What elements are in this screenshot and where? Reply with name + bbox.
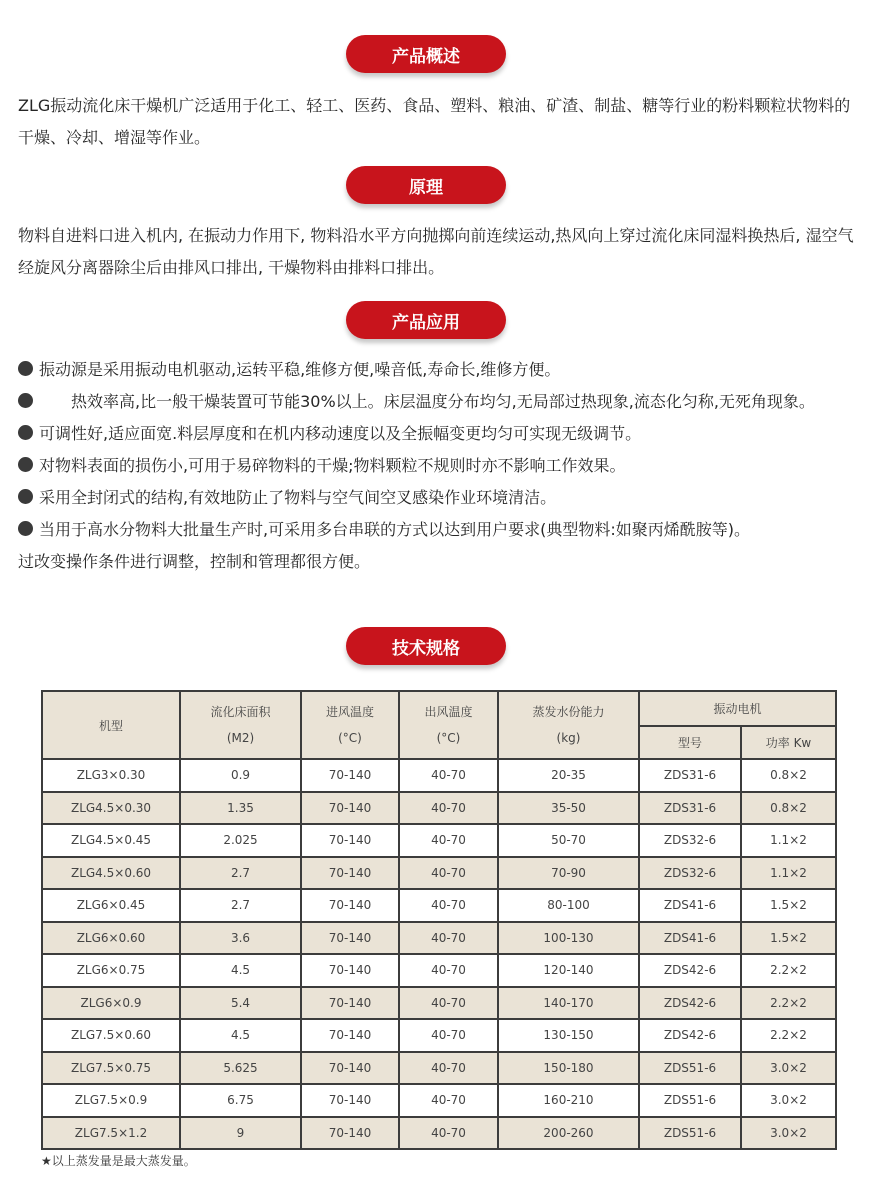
- table-cell: 40-70: [399, 824, 498, 857]
- table-cell: 2.7: [180, 857, 301, 890]
- table-cell: 3.6: [180, 922, 301, 955]
- table-cell: 3.0×2: [741, 1084, 836, 1117]
- table-cell: 70-140: [301, 1117, 399, 1150]
- section-title-application: 产品应用: [346, 301, 506, 339]
- table-cell: ZLG7.5×0.9: [42, 1084, 180, 1117]
- table-cell: 40-70: [399, 1084, 498, 1117]
- table-cell: ZLG4.5×0.45: [42, 824, 180, 857]
- table-row: [42, 922, 836, 955]
- table-cell: ZDS32-6: [639, 857, 741, 890]
- spec-table: [41, 690, 837, 1150]
- table-cell: ZLG4.5×0.30: [42, 792, 180, 825]
- table-cell: 40-70: [399, 954, 498, 987]
- list-item: 可调性好,适应面宽.料层厚度和在机内移动速度以及全振幅变更均匀可实现无级调节。: [18, 418, 864, 450]
- table-cell: 80-100: [498, 889, 639, 922]
- header-motor-power: 功率 Kw: [741, 726, 836, 759]
- table-cell: 2.025: [180, 824, 301, 857]
- table-cell: ZLG7.5×0.60: [42, 1019, 180, 1052]
- table-cell: 6.75: [180, 1084, 301, 1117]
- bullet-icon: [18, 489, 33, 504]
- table-cell: 2.7: [180, 889, 301, 922]
- table-cell: 4.5: [180, 954, 301, 987]
- table-cell: 2.2×2: [741, 1019, 836, 1052]
- table-cell: 40-70: [399, 987, 498, 1020]
- table-cell: ZDS51-6: [639, 1084, 741, 1117]
- header-outlet-temp: 出风温度 (°C): [399, 691, 498, 759]
- table-cell: 3.0×2: [741, 1052, 836, 1085]
- table-cell: ZLG6×0.45: [42, 889, 180, 922]
- table-cell: 40-70: [399, 759, 498, 792]
- table-cell: 2.2×2: [741, 954, 836, 987]
- table-row: [42, 987, 836, 1020]
- table-cell: 40-70: [399, 1052, 498, 1085]
- table-cell: 0.8×2: [741, 759, 836, 792]
- table-cell: ZLG7.5×1.2: [42, 1117, 180, 1150]
- table-cell: ZLG7.5×0.75: [42, 1052, 180, 1085]
- header-inlet-temp: 进风温度 (°C): [301, 691, 399, 759]
- table-cell: 40-70: [399, 922, 498, 955]
- table-row: [42, 954, 836, 987]
- table-cell: ZLG6×0.9: [42, 987, 180, 1020]
- application-trailing-text: 过改变操作条件进行调整，控制和管理都很方便。: [18, 552, 371, 571]
- table-cell: 70-140: [301, 922, 399, 955]
- bullet-icon: [18, 361, 33, 376]
- list-item: 采用全封闭式的结构,有效地防止了物料与空气间空叉感染作业环境清洁。: [18, 482, 864, 514]
- application-list: [18, 354, 864, 578]
- table-cell: 40-70: [399, 792, 498, 825]
- bullet-icon: [18, 425, 33, 440]
- table-cell: ZDS42-6: [639, 954, 741, 987]
- table-cell: ZLG4.5×0.60: [42, 857, 180, 890]
- table-cell: 70-140: [301, 759, 399, 792]
- table-cell: 3.0×2: [741, 1117, 836, 1150]
- table-cell: ZDS31-6: [639, 792, 741, 825]
- table-cell: 140-170: [498, 987, 639, 1020]
- table-row: [42, 759, 836, 792]
- table-cell: ZDS51-6: [639, 1052, 741, 1085]
- header-model: 机型: [42, 691, 180, 759]
- table-row: [42, 1084, 836, 1117]
- table-cell: 70-140: [301, 1052, 399, 1085]
- header-motor-model: 型号: [639, 726, 741, 759]
- table-cell: 2.2×2: [741, 987, 836, 1020]
- table-cell: 35-50: [498, 792, 639, 825]
- table-cell: 1.35: [180, 792, 301, 825]
- list-item: 热效率高,比一般干燥装置可节能30%以上。床层温度分布均匀,无局部过热现象,流态化匀称,无死角现象。: [18, 386, 864, 418]
- table-cell: ZDS41-6: [639, 889, 741, 922]
- table-row: [42, 889, 836, 922]
- section-title-specs: 技术规格: [346, 627, 506, 665]
- table-cell: 130-150: [498, 1019, 639, 1052]
- table-cell: ZLG6×0.60: [42, 922, 180, 955]
- table-row: [42, 792, 836, 825]
- table-row: [42, 1052, 836, 1085]
- table-cell: 70-140: [301, 1019, 399, 1052]
- table-cell: 1.5×2: [741, 889, 836, 922]
- section-title-principle: 原理: [346, 166, 506, 204]
- table-cell: ZDS31-6: [639, 759, 741, 792]
- table-row: [42, 1117, 836, 1150]
- table-cell: 70-90: [498, 857, 639, 890]
- table-cell: 70-140: [301, 889, 399, 922]
- principle-text: 物料自进料口进入机内, 在振动力作用下, 物料沿水平方向抛掷向前连续运动,热风向上穿过流化床同湿料换热后, 湿空气经旋风分离器除尘后由排风口排出, 干燥物料由排料口排出。: [18, 226, 854, 277]
- table-cell: 50-70: [498, 824, 639, 857]
- table-cell: 1.5×2: [741, 922, 836, 955]
- table-cell: 150-180: [498, 1052, 639, 1085]
- table-cell: 40-70: [399, 857, 498, 890]
- spec-table-body: [42, 759, 836, 1149]
- table-cell: 120-140: [498, 954, 639, 987]
- table-cell: 5.625: [180, 1052, 301, 1085]
- table-cell: 1.1×2: [741, 824, 836, 857]
- table-cell: 4.5: [180, 1019, 301, 1052]
- table-cell: 70-140: [301, 954, 399, 987]
- table-note: ★以上蒸发量是最大蒸发量。: [41, 1154, 196, 1168]
- table-cell: 70-140: [301, 987, 399, 1020]
- table-cell: 0.9: [180, 759, 301, 792]
- list-item: 当用于高水分物料大批量生产时,可采用多台串联的方式以达到用户要求(典型物料:如聚丙烯酰胺等)。: [18, 514, 864, 546]
- table-cell: 40-70: [399, 889, 498, 922]
- header-evaporation: 蒸发水份能力 (kg): [498, 691, 639, 759]
- table-cell: ZDS41-6: [639, 922, 741, 955]
- table-cell: 9: [180, 1117, 301, 1150]
- table-cell: 160-210: [498, 1084, 639, 1117]
- bullet-icon: [18, 393, 33, 408]
- table-cell: ZDS42-6: [639, 987, 741, 1020]
- list-item: 振动源是采用振动电机驱动,运转平稳,维修方便,噪音低,寿命长,维修方便。: [18, 354, 864, 386]
- table-cell: 20-35: [498, 759, 639, 792]
- table-cell: ZLG3×0.30: [42, 759, 180, 792]
- section-title-overview: 产品概述: [346, 35, 506, 73]
- table-cell: 0.8×2: [741, 792, 836, 825]
- overview-text: ZLG振动流化床干燥机广泛适用于化工、轻工、医药、食品、塑料、粮油、矿渣、制盐、糖等行业的粉料颗粒状物料的干燥、冷却、增湿等作业。: [18, 96, 851, 147]
- table-row: [42, 824, 836, 857]
- bullet-icon: [18, 457, 33, 472]
- header-bed-area: 流化床面积 (M2): [180, 691, 301, 759]
- table-cell: 70-140: [301, 792, 399, 825]
- table-row: [42, 1019, 836, 1052]
- list-item: 对物料表面的损伤小,可用于易碎物料的干燥;物料颗粒不规则时亦不影响工作效果。: [18, 450, 864, 482]
- table-cell: ZLG6×0.75: [42, 954, 180, 987]
- table-cell: ZDS32-6: [639, 824, 741, 857]
- bullet-icon: [18, 521, 33, 536]
- table-cell: ZDS42-6: [639, 1019, 741, 1052]
- table-cell: 5.4: [180, 987, 301, 1020]
- table-cell: 1.1×2: [741, 857, 836, 890]
- table-cell: 40-70: [399, 1019, 498, 1052]
- table-cell: 100-130: [498, 922, 639, 955]
- table-cell: ZDS51-6: [639, 1117, 741, 1150]
- table-row: [42, 857, 836, 890]
- table-cell: 70-140: [301, 1084, 399, 1117]
- header-motor: 振动电机: [639, 691, 836, 726]
- table-cell: 40-70: [399, 1117, 498, 1150]
- table-cell: 200-260: [498, 1117, 639, 1150]
- table-cell: 70-140: [301, 824, 399, 857]
- table-cell: 70-140: [301, 857, 399, 890]
